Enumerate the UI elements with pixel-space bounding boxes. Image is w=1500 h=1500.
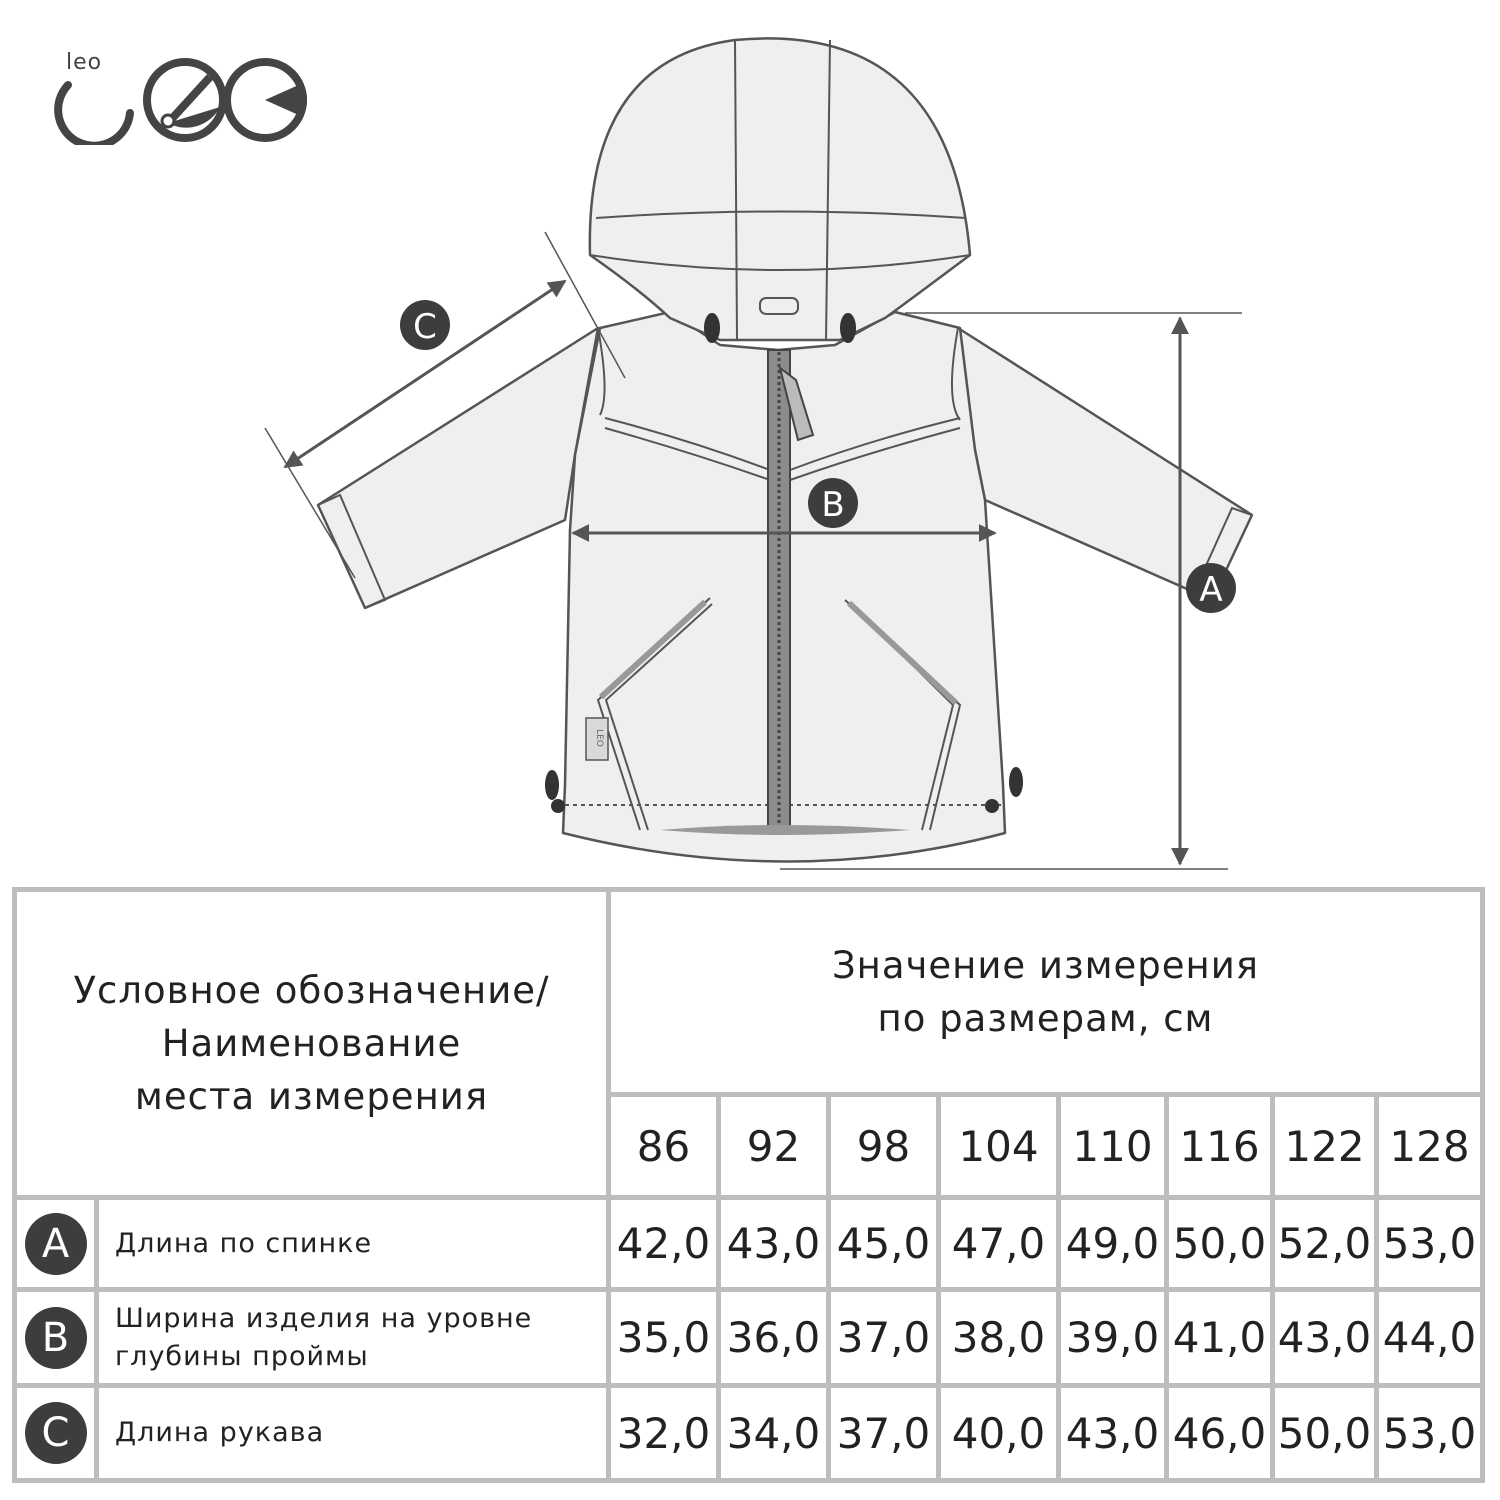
marker-b (808, 478, 858, 528)
value-cell: 50,0 (1167, 1198, 1273, 1290)
table-row (15, 1386, 1483, 1481)
size-header-cell: 98 (829, 1095, 939, 1198)
value-cell: 46,0 (1167, 1386, 1273, 1481)
size-header-cell: 122 (1273, 1095, 1377, 1198)
value-cell: 42,0 (609, 1198, 719, 1290)
table-row (15, 1198, 1483, 1290)
value-cell: 44,0 (1377, 1290, 1483, 1386)
size-header-cell: 92 (719, 1095, 829, 1198)
table-row (15, 1290, 1483, 1386)
value-cell: 53,0 (1377, 1386, 1483, 1481)
value-cell: 38,0 (939, 1290, 1059, 1386)
header-right-line-2: по размерам, см (877, 997, 1214, 1040)
row-name-line: Длина рукава (115, 1417, 325, 1448)
marker-c-label: C (413, 307, 437, 347)
marker-c (400, 300, 450, 350)
value-cell: 37,0 (829, 1290, 939, 1386)
pocket-tag-label: LEO (594, 729, 604, 747)
value-cell: 50,0 (1273, 1386, 1377, 1481)
value-cell: 43,0 (1059, 1386, 1167, 1481)
row-marker-cell (15, 1290, 97, 1386)
marker-a (1186, 563, 1236, 613)
marker-b-badge: B (25, 1307, 87, 1369)
size-header-cell: 86 (609, 1095, 719, 1198)
value-cell: 47,0 (939, 1198, 1059, 1290)
value-cell: 37,0 (829, 1386, 939, 1481)
size-header-cell: 116 (1167, 1095, 1273, 1198)
value-cell: 49,0 (1059, 1198, 1167, 1290)
row-name-line: глубины проймы (115, 1340, 369, 1372)
jacket-hood (590, 38, 970, 340)
header-right-line-1: Значение измерения (831, 944, 1260, 987)
row-name (97, 1290, 609, 1386)
brand-logo-text: leo (66, 50, 103, 75)
row-name (97, 1198, 609, 1290)
value-cell: 53,0 (1377, 1198, 1483, 1290)
left-sleeve (318, 328, 598, 608)
value-cell: 43,0 (719, 1198, 829, 1290)
marker-b-label: B (821, 485, 845, 525)
value-cell: 32,0 (609, 1386, 719, 1481)
header-left-line-1: Условное обозначение/ (73, 969, 550, 1012)
header-left-line-3: места измерения (134, 1075, 489, 1118)
row-name-line: Длина по спинке (115, 1227, 373, 1259)
size-header-cell: 128 (1377, 1095, 1483, 1198)
value-cell: 39,0 (1059, 1290, 1167, 1386)
value-cell: 36,0 (719, 1290, 829, 1386)
value-cell: 45,0 (829, 1198, 939, 1290)
header-legend (15, 890, 609, 1198)
size-header-cell: 104 (939, 1095, 1059, 1198)
row-name-line: Ширина изделия на уровне (115, 1302, 533, 1334)
value-cell: 35,0 (609, 1290, 719, 1386)
row-marker-cell (15, 1386, 97, 1481)
value-cell: 41,0 (1167, 1290, 1273, 1386)
size-header-cell: 110 (1059, 1095, 1167, 1198)
value-cell: 34,0 (719, 1386, 829, 1481)
marker-a-label: A (1199, 570, 1223, 610)
header-left-line-2: Наименование (161, 1022, 462, 1065)
value-cell: 52,0 (1273, 1198, 1377, 1290)
row-name (97, 1386, 609, 1481)
header-measurements (609, 890, 1483, 1095)
row-marker-cell (15, 1198, 97, 1290)
size-chart-table (12, 887, 1485, 1483)
value-cell: 43,0 (1273, 1290, 1377, 1386)
value-cell: 40,0 (939, 1386, 1059, 1481)
marker-c-badge: C (25, 1402, 87, 1464)
marker-a-badge: A (25, 1213, 87, 1275)
